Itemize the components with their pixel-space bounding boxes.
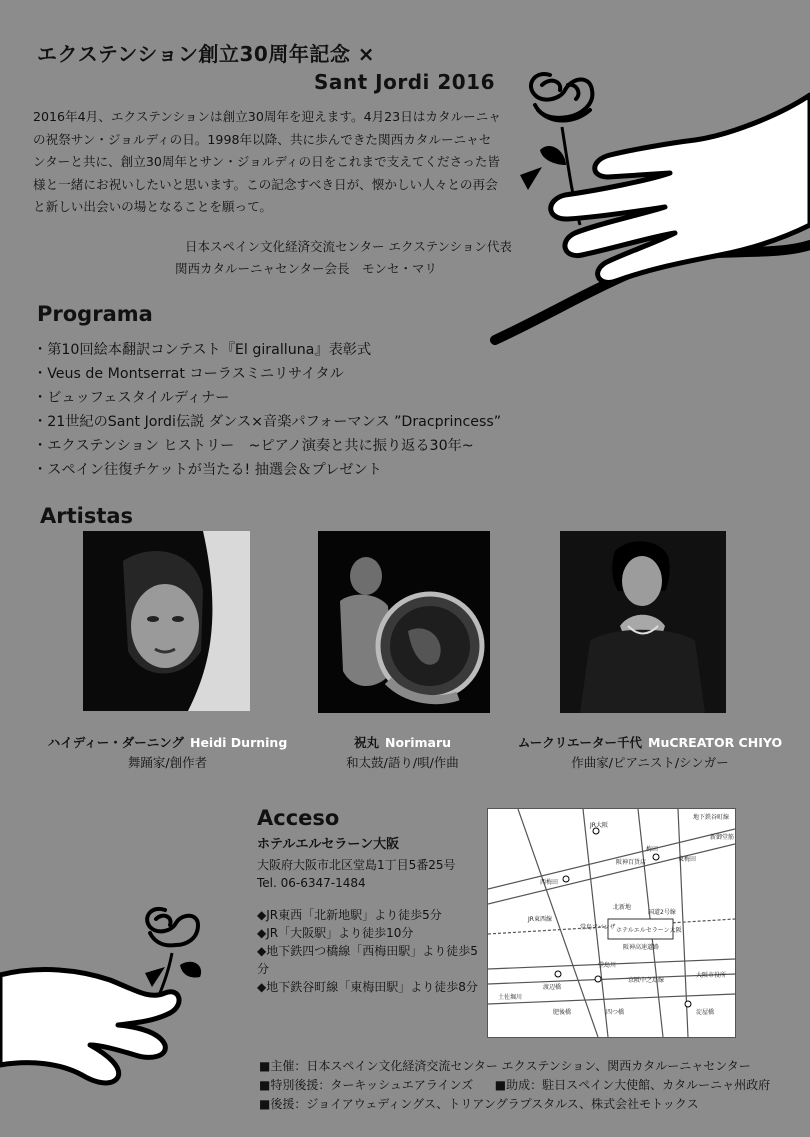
artist-role: 和太鼓/語り/唄/作曲 bbox=[346, 755, 459, 770]
map-label: 新御堂筋 bbox=[710, 834, 735, 841]
title-line-2: Sant Jordi 2016 bbox=[314, 70, 496, 94]
acceso-info bbox=[257, 836, 482, 996]
artist-name-en: MuCREATOR CHIYO bbox=[648, 735, 783, 750]
acceso-heading: Acceso bbox=[257, 806, 340, 830]
map-label: 京阪中之島線 bbox=[628, 977, 665, 984]
artist-name-ja: 祝丸 bbox=[353, 735, 379, 750]
artist-caption-norimaru bbox=[300, 733, 505, 773]
artist-role: 作曲家/ピアニスト/シンガー bbox=[571, 755, 729, 770]
map-label: 淀屋橋 bbox=[696, 1009, 715, 1016]
map-label: 阪神百貨店 bbox=[616, 859, 647, 866]
map-label: 西梅田 bbox=[540, 879, 559, 886]
artist-name-en: Heidi Durning bbox=[189, 735, 288, 750]
programa-item: ・Veus de Montserrat コーラスミニリサイタル bbox=[33, 366, 344, 382]
map-label: 土佐堀川 bbox=[498, 994, 523, 1001]
map-label: 堂島川 bbox=[598, 962, 617, 969]
route-item: ◆JR「大阪駅」より徒歩10分 bbox=[257, 926, 414, 940]
footer-organizer: ■主催：日本スペイン文化経済交流センター エクステンション、関西カタルーニャセンター bbox=[259, 1059, 751, 1073]
artist-caption-heidi bbox=[40, 733, 295, 773]
artist-name-en: Norimaru bbox=[384, 735, 452, 750]
footer-support-row bbox=[259, 1076, 770, 1095]
artist-role: 舞踊家/創作者 bbox=[127, 755, 208, 770]
artist-name-ja: ムークリエーター千代 bbox=[517, 735, 643, 750]
intro-paragraph: 2016年4月、エクステンションは創立30周年を迎えます。4月23日はカタルーニャの祝祭サン・ジョルディの日。1998年以降、共に歩んできた関西カタルーニャセンターと共に、創立30周年とサン・ジョルディの日をこれまで支えてくださった皆様と一緒にお祝いしたいと思います。この記念すべき日が、懐かしい人々との再会と新しい出会いの場となることを願って。 bbox=[33, 109, 501, 214]
map-label: 渡辺橋 bbox=[543, 984, 562, 991]
map-label: 東梅田 bbox=[678, 856, 697, 863]
map-label: 肥後橋 bbox=[553, 1009, 572, 1016]
rose-hand-illustration-bottom bbox=[0, 895, 250, 1100]
footer-grant: ■助成：駐日スペイン大使館、カタルーニャ州政府 bbox=[494, 1078, 771, 1092]
route-item: ◆JR東西「北新地駅」より徒歩5分 bbox=[257, 908, 442, 922]
map-label: 堂島アバンザ bbox=[580, 924, 616, 931]
programa-item: ・第10回絵本翻訳コンテスト『El giralluna』表彰式 bbox=[33, 342, 372, 358]
map-label: 四つ橋 bbox=[606, 1009, 625, 1016]
artist-caption-chiyo bbox=[510, 733, 790, 773]
artist-photo-norimaru bbox=[318, 531, 490, 713]
map-label: JR大阪 bbox=[590, 822, 608, 829]
rose-hand-illustration bbox=[480, 55, 810, 345]
map-label: ホテルエルセラーン大阪 bbox=[616, 927, 682, 934]
map-label: 梅田 bbox=[646, 846, 659, 853]
artistas-heading: Artistas bbox=[40, 504, 134, 528]
signature-line-2: 関西カタルーニャセンター会長 モンセ・マリ bbox=[175, 261, 438, 276]
access-map bbox=[487, 808, 736, 1038]
map-label: 地下鉄谷町線 bbox=[693, 814, 730, 821]
footer-credits bbox=[259, 1057, 770, 1114]
programa-item: ・スペイン往復チケットが当たる! 抽選会＆プレゼント bbox=[33, 462, 382, 478]
route-item: ◆地下鉄四つ橋線「西梅田駅」より徒歩5分 bbox=[257, 944, 478, 976]
footer-sponsors: ■後援：ジョイアウェディングス、トリアングラプスタルス、株式会社モトックス bbox=[259, 1097, 699, 1111]
map-label: 北新地 bbox=[613, 904, 632, 911]
programa-list bbox=[33, 338, 501, 482]
map-label: 国道2号線 bbox=[648, 909, 676, 916]
map-label: 大阪市役所 bbox=[696, 972, 727, 979]
map-label: JR東西線 bbox=[528, 916, 552, 923]
signature-line-1: 日本スペイン文化経済交流センター エクステンション代表 bbox=[185, 239, 512, 254]
artist-photo-chiyo bbox=[560, 531, 726, 713]
venue-tel: Tel. 06-6347-1484 bbox=[257, 876, 366, 890]
programa-item: ・ビュッフェスタイルディナー bbox=[33, 390, 230, 406]
artist-photo-heidi bbox=[83, 531, 250, 711]
programa-item: ・21世紀のSant Jordi伝説 ダンス×音楽パフォーマンス ”Dracprincess” bbox=[33, 414, 502, 430]
title-line-1: エクステンション創立30周年記念 × bbox=[37, 42, 376, 66]
programa-item: ・エクステンション ヒストリー ~ピアノ演奏と共に振り返る30年~ bbox=[33, 438, 474, 454]
artist-name-ja: ハイディー・ダーニング bbox=[47, 735, 184, 750]
map-label: 阪神高速道路 bbox=[623, 944, 660, 951]
venue-name: ホテルエルセラーン大阪 bbox=[257, 837, 400, 852]
programa-heading: Programa bbox=[37, 302, 153, 326]
route-item: ◆地下鉄谷町線「東梅田駅」より徒歩8分 bbox=[257, 980, 478, 994]
footer-special-support: ■特別後援：ターキッシュエアラインズ bbox=[259, 1078, 474, 1092]
venue-address: 大阪府大阪市北区堂島1丁目5番25号 bbox=[257, 858, 456, 872]
